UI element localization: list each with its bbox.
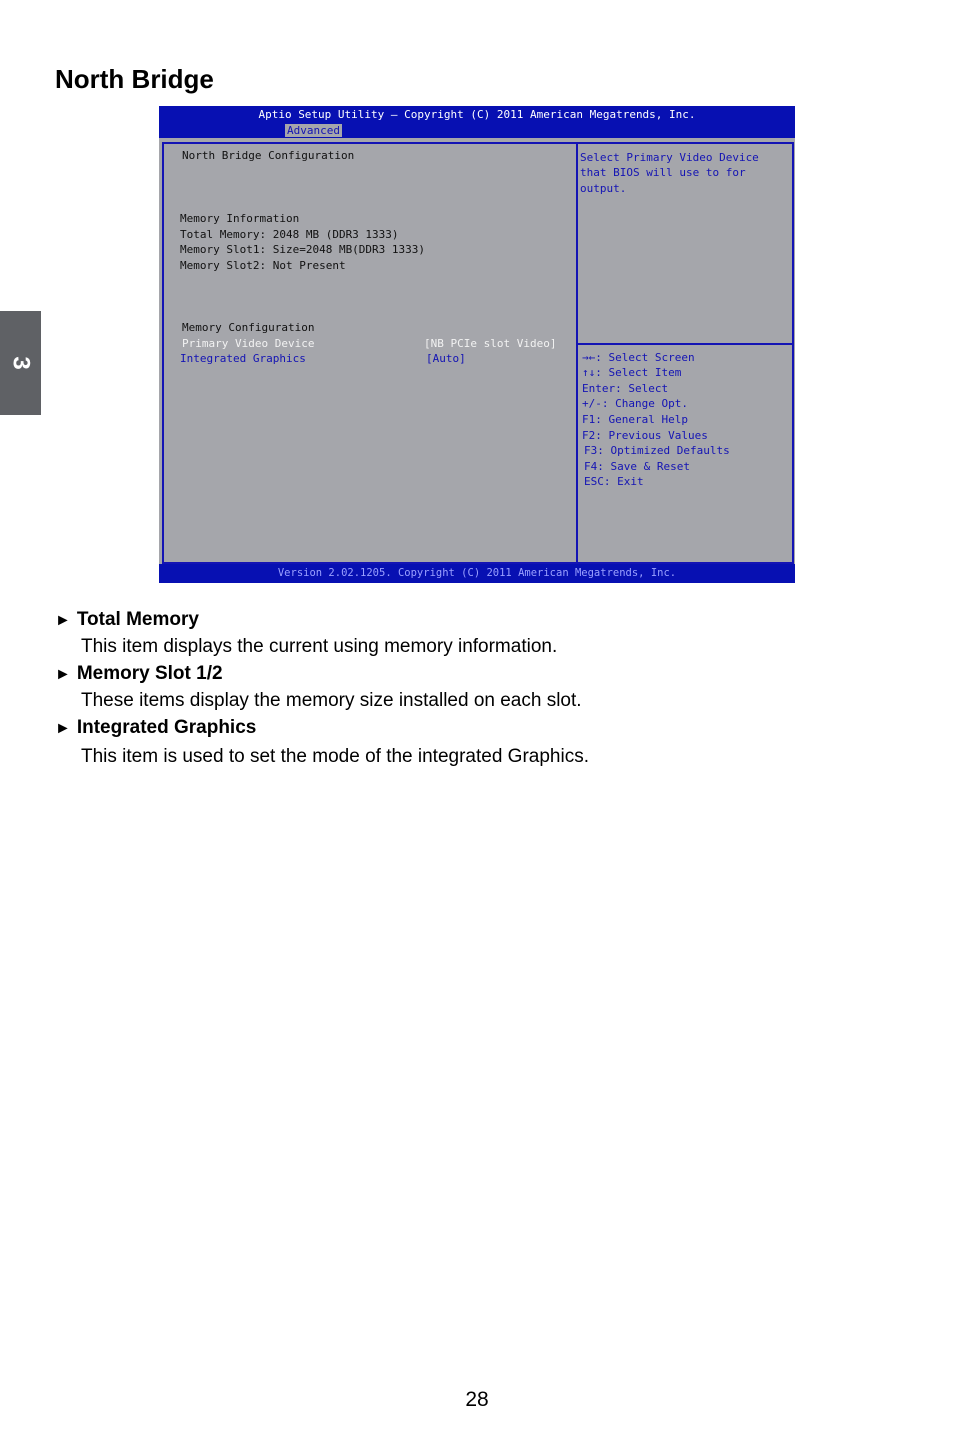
integrated-graphics-label[interactable]: Integrated Graphics bbox=[180, 352, 306, 365]
triangle-right-icon: ► bbox=[55, 666, 71, 683]
section-heading-total-memory bbox=[55, 609, 199, 631]
help-line: that BIOS will use to for bbox=[580, 166, 746, 179]
key-legend-item: ↑↓: Select Item bbox=[582, 366, 682, 379]
key-legend-item: →←: Select Screen bbox=[582, 351, 695, 364]
section-heading-memory-slot bbox=[55, 663, 223, 685]
memory-slot1-line: Memory Slot1: Size=2048 MB(DDR3 1333) bbox=[180, 243, 426, 256]
page-title: North Bridge bbox=[55, 64, 214, 94]
chapter-tab bbox=[0, 311, 41, 415]
memory-slot2-line: Memory Slot2: Not Present bbox=[180, 259, 346, 272]
total-memory-line: Total Memory: 2048 MB (DDR3 1333) bbox=[180, 228, 399, 241]
primary-video-device-value[interactable]: [NB PCIe slot Video] bbox=[424, 337, 557, 350]
page-number: 28 bbox=[465, 1388, 489, 1411]
bios-header-bar bbox=[159, 106, 795, 138]
triangle-right-icon: ► bbox=[55, 612, 71, 629]
bios-footer: Version 2.02.1205. Copyright (C) 2011 American Megatrends, Inc. bbox=[159, 564, 795, 583]
section-description: This item is used to set the mode of the integrated Graphics. bbox=[81, 746, 589, 767]
key-legend-item: F1: General Help bbox=[582, 413, 688, 426]
section-title: North Bridge Configuration bbox=[182, 149, 355, 162]
section-description: This item displays the current using memory information. bbox=[81, 636, 558, 657]
key-legend-item: ESC: Exit bbox=[584, 475, 644, 488]
memory-info-heading: Memory Information bbox=[180, 212, 300, 225]
section-heading-text: Memory Slot 1/2 bbox=[76, 663, 223, 684]
memory-config-heading: Memory Configuration bbox=[182, 321, 315, 334]
section-heading-text: Integrated Graphics bbox=[76, 717, 257, 738]
section-description: These items display the memory size installed on each slot. bbox=[81, 690, 582, 711]
help-line: output. bbox=[580, 182, 627, 195]
triangle-right-icon: ► bbox=[55, 720, 71, 737]
help-divider bbox=[578, 343, 792, 345]
key-legend-item: +/-: Change Opt. bbox=[582, 397, 688, 410]
primary-video-device-label[interactable]: Primary Video Device bbox=[182, 337, 315, 350]
key-legend-item: F4: Save & Reset bbox=[584, 460, 690, 473]
key-legend-item: Enter: Select bbox=[582, 382, 669, 395]
help-line: Select Primary Video Device bbox=[580, 151, 759, 164]
bios-screenshot bbox=[159, 106, 795, 583]
key-legend-item: F2: Previous Values bbox=[582, 429, 708, 442]
section-heading-text: Total Memory bbox=[76, 609, 199, 630]
bios-header-text: Aptio Setup Utility – Copyright (C) 2011 American Megatrends, Inc. bbox=[258, 108, 696, 121]
integrated-graphics-value[interactable]: [Auto] bbox=[426, 352, 466, 365]
chapter-number: 3 bbox=[7, 356, 35, 370]
tab-advanced[interactable]: Advanced bbox=[287, 124, 340, 137]
section-heading-integrated-graphics bbox=[55, 717, 256, 739]
key-legend-item: F3: Optimized Defaults bbox=[584, 444, 730, 457]
